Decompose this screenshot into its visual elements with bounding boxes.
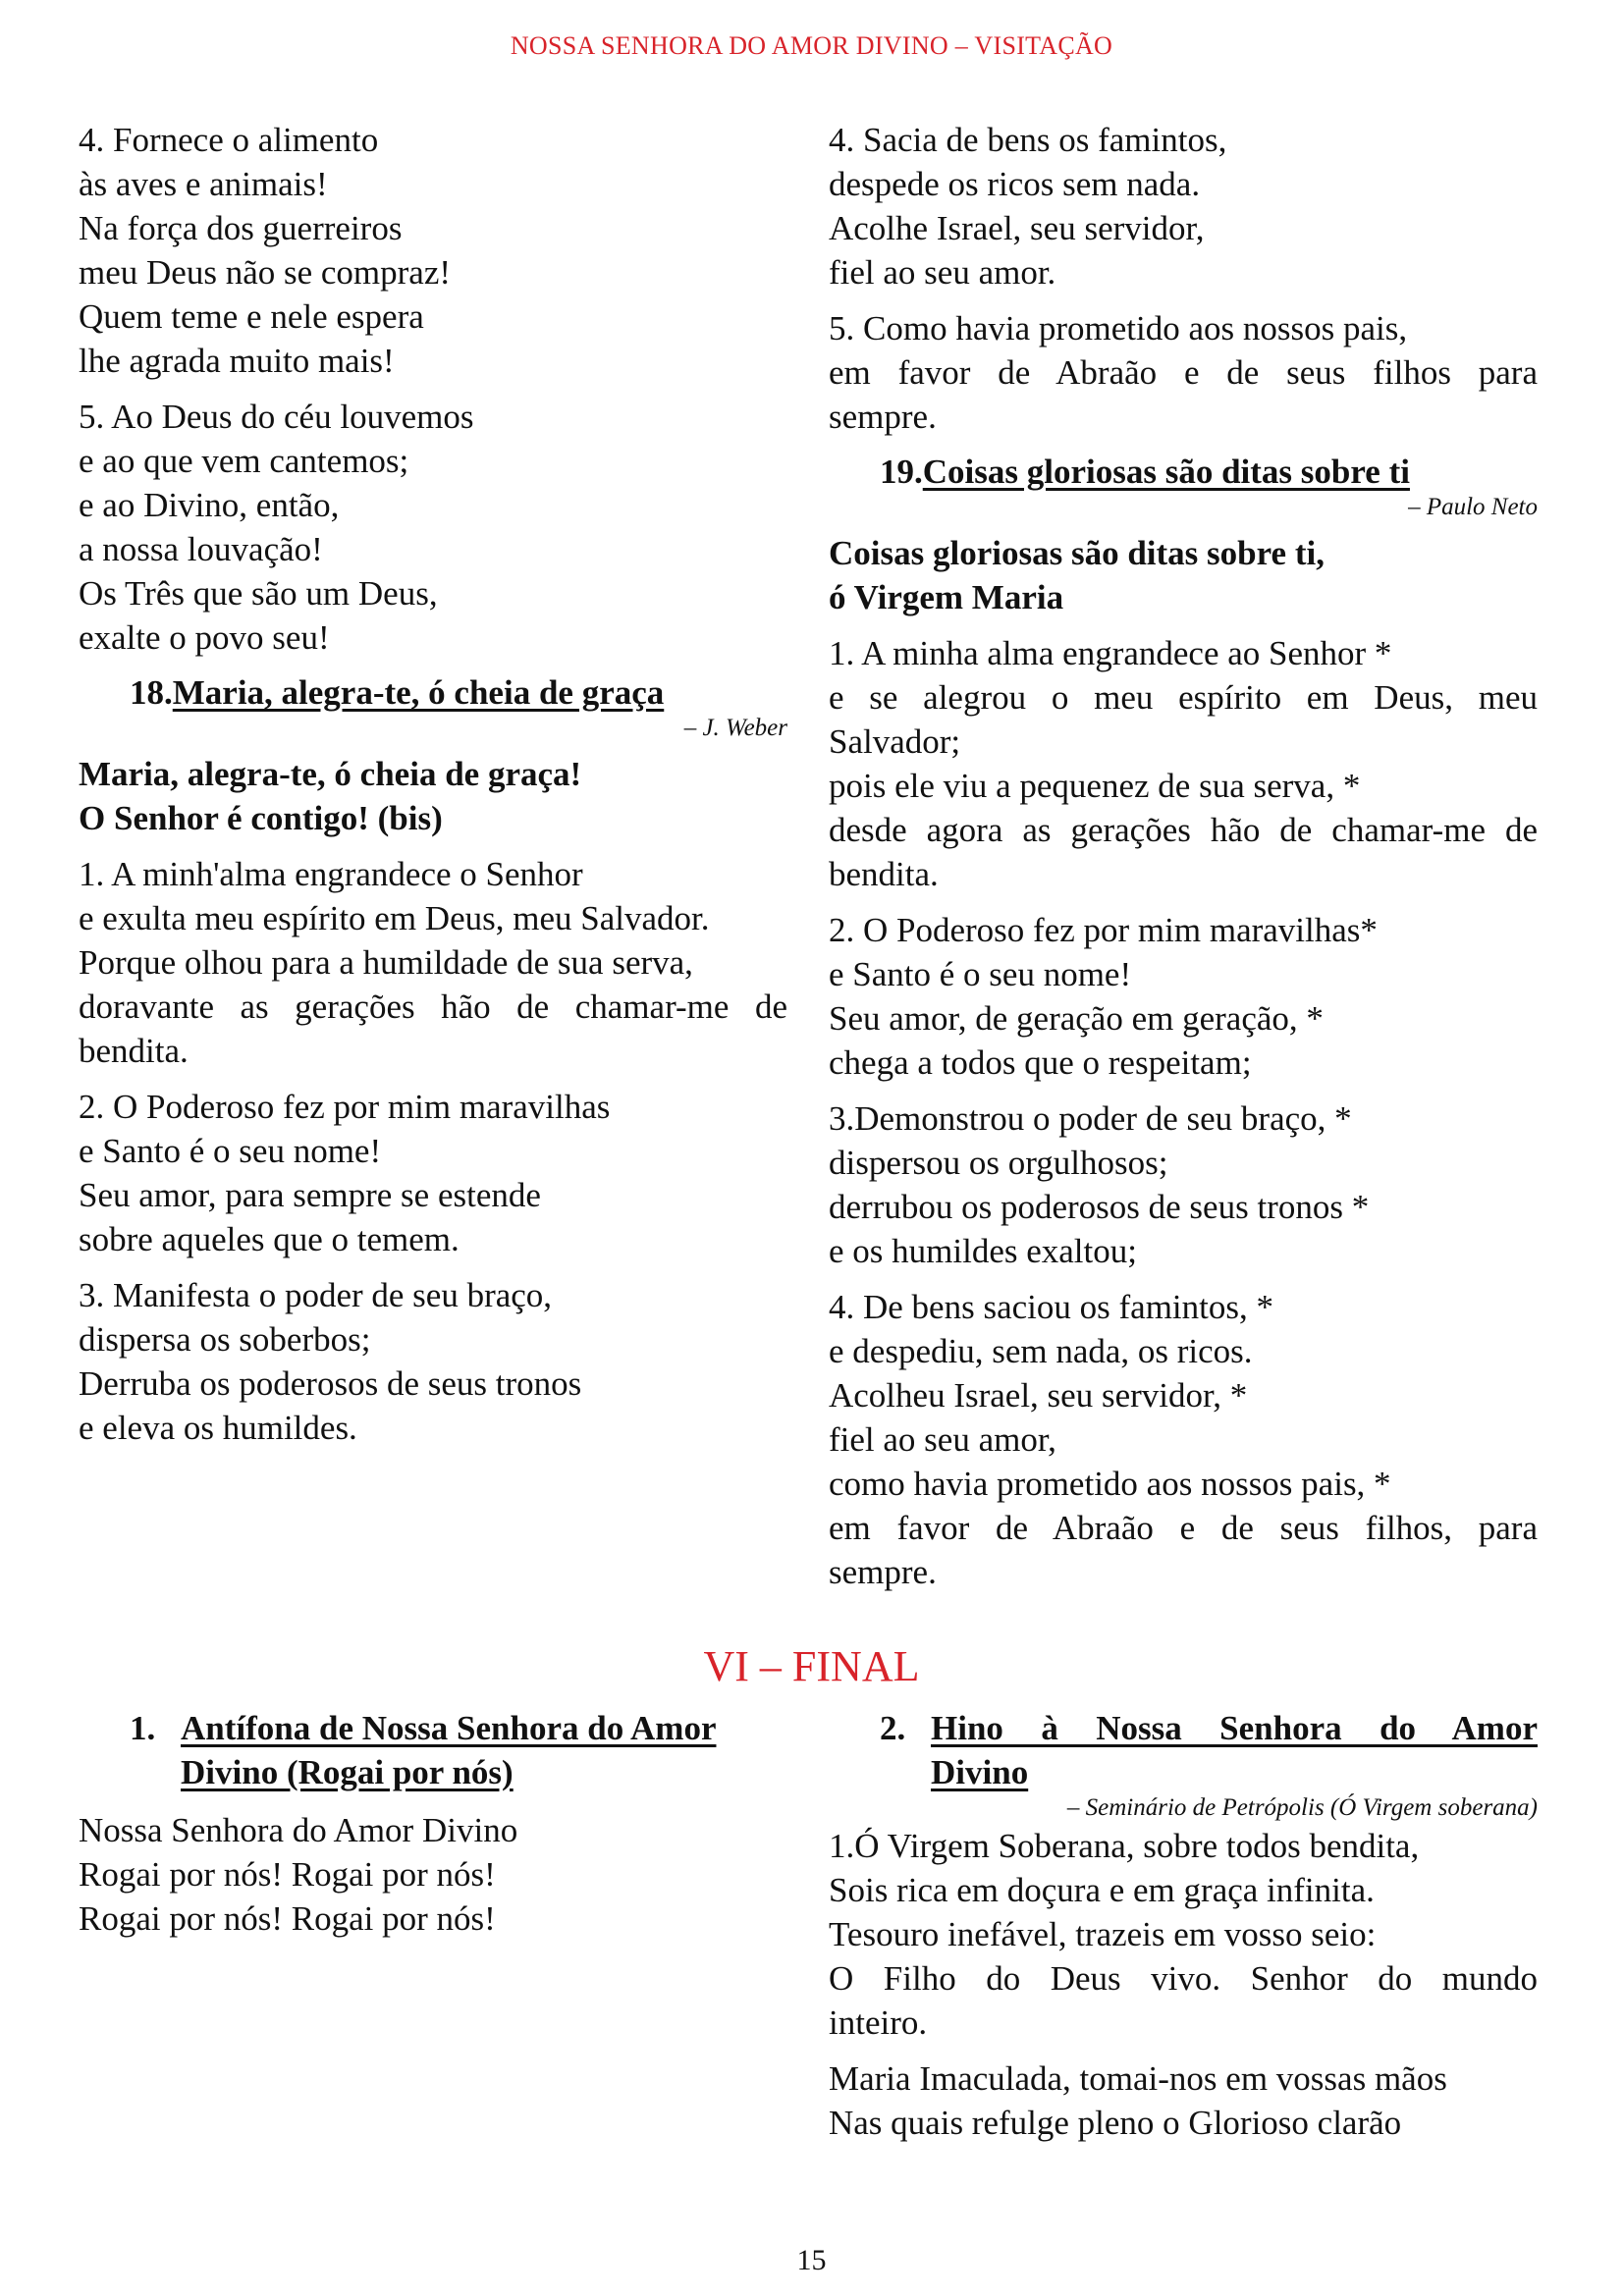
verse-line: meu Deus não se compraz! [79,253,452,292]
running-header: NOSSA SENHORA DO AMOR DIVINO – VISITAÇÃO [510,31,1113,60]
verse-line: despede os ricos sem nada. [829,165,1201,203]
verse-line: 2. O Poderoso fez por mim maravilhas* [829,911,1378,949]
refrain [79,752,787,840]
verse-line: Rogai por nós! Rogai por nós! [79,1855,496,1894]
verse-line: exalte o povo seu! [79,618,330,657]
verse-line: fiel ao seu amor. [829,253,1056,292]
verse-line: e ao que vem cantemos; [79,442,409,480]
verse-line: 1.Ó Virgem Soberana, sobre todos bendita, [829,1827,1420,1865]
stanza [79,1085,787,1261]
verse-line: Na força dos guerreiros [79,209,403,247]
verse-line: sempre. [829,398,937,436]
stanza [829,1285,1538,1594]
stanza [79,852,787,1073]
verse-line: chega a todos que o respeitam; [829,1043,1252,1082]
verse-line: Acolheu Israel, seu servidor, * [829,1376,1248,1415]
song-number: 19. [880,453,923,491]
verse-line: e Santo é o seu nome! [79,1132,382,1170]
refrain-line: O Senhor é contigo! (bis) [79,799,443,837]
verse-line: às aves e animais! [79,165,328,203]
verse-line: e ao Divino, então, [79,486,340,524]
refrain-line: ó Virgem Maria [829,578,1064,616]
verse-line: dispersa os soberbos; [79,1320,371,1359]
verse-line: Tesouro inefável, trazeis em vosso seio: [829,1915,1377,1953]
verse-line: e os humildes exaltou; [829,1232,1137,1270]
verse-line: Derruba os poderosos de seus tronos [79,1364,582,1403]
verse-line: e se alegrou o meu espírito em Deus, meu [829,678,1538,717]
verse-line: e eleva os humildes. [79,1409,357,1447]
song-title-text [931,1706,1538,1794]
verse-line: O Filho do Deus vivo. Senhor do mundo [829,1959,1538,1998]
verse-line: e Santo é o seu nome! [829,955,1132,993]
refrain-line: Coisas gloriosas são ditas sobre ti, [829,534,1325,572]
final-song-2 [829,1706,1538,2157]
song-author: – J. Weber [683,715,787,741]
song-title-text [181,1706,716,1794]
verse-line: 4. De bens saciou os famintos, * [829,1288,1273,1326]
section-heading: VI – FINAL [703,1642,920,1690]
verse-line: 1. A minh'alma engrandece o Senhor [79,855,583,893]
stanza [79,118,787,383]
verse-line: 2. O Poderoso fez por mim maravilhas [79,1088,611,1126]
stanza [829,118,1538,294]
final-song-title [79,1706,787,1794]
verse-line: Nas quais refulge pleno o Glorioso clarão [829,2104,1402,2142]
song-author: – Paulo Neto [1408,494,1538,520]
song-number: 2. [880,1709,906,1747]
verse-line: 3.Demonstrou o poder de seu braço, * [829,1099,1352,1138]
song-number: 18. [130,673,173,712]
verse-line: Quem teme e nele espera [79,297,424,336]
verse-line: Seu amor, de geração em geração, * [829,999,1324,1038]
verse-line: fiel ao seu amor, [829,1420,1056,1459]
final-song-1 [79,1706,787,1952]
verse-line: Seu amor, para sempre se estende [79,1176,541,1214]
verse-line: Nossa Senhora do Amor Divino [79,1811,518,1849]
verse-line: 4. Fornece o alimento [79,121,379,159]
song-title-19 [829,451,1538,494]
verse-line: Sois rica em doçura e em graça infinita. [829,1871,1375,1909]
verse-line: derrubou os poderosos de seus tronos * [829,1188,1370,1226]
verse-line: Os Três que são um Deus, [79,574,438,613]
stanza [829,631,1538,896]
right-column [829,118,1538,1606]
song-number: 1. [130,1709,156,1747]
stanza [829,1096,1538,1273]
verse-line: bendita. [79,1032,189,1070]
verse-line: inteiro. [829,2003,928,2042]
verse-line: 1. A minha alma engrandece ao Senhor * [829,634,1392,672]
verse-line: doravante as gerações hão de chamar-me de [79,988,787,1026]
refrain-line: Maria, alegra-te, ó cheia de graça! [79,755,582,793]
verse-line: pois ele viu a pequenez de sua serva, * [829,767,1361,805]
verse-line: em favor de Abraão e de seus filhos para [829,353,1538,392]
song-title-text: Maria, alegra-te, ó cheia de graça [172,673,665,712]
verse-line: Porque olhou para a humildade de sua serva, [79,943,693,982]
verse-line: a nossa louvação! [79,530,323,568]
verse-line: como havia prometido aos nossos pais, * [829,1465,1391,1503]
stanza [79,1808,787,1941]
verse-line: lhe agrada muito mais! [79,342,395,380]
verse-line: sobre aqueles que o temem. [79,1220,460,1258]
stanza [829,1824,1538,2045]
refrain [829,531,1538,619]
verse-line: Acolhe Israel, seu servidor, [829,209,1205,247]
verse-line: e exulta meu espírito em Deus, meu Salvador. [79,899,710,937]
stanza [829,908,1538,1085]
stanza [829,306,1538,439]
final-song-title [829,1706,1538,1794]
page-number: 15 [796,2244,827,2276]
verse-line: sempre. [829,1553,937,1591]
verse-line: Rogai por nós! Rogai por nós! [79,1899,496,1938]
title-line: Divino [931,1753,1029,1791]
song-author: – Seminário de Petrópolis (Ó Virgem soberana) [1066,1794,1538,1821]
title-line: Antífona de Nossa Senhora do Amor [181,1709,717,1747]
song-title-text: Coisas gloriosas são ditas sobre ti [922,453,1410,491]
verse-line: em favor de Abraão e de seus filhos, para [829,1509,1538,1547]
stanza [829,2056,1538,2145]
verse-line: Salvador; [829,722,961,761]
verse-line: 3. Manifesta o poder de seu braço, [79,1276,553,1314]
title-line: Divino (Rogai por nós) [181,1753,514,1791]
verse-line: e despediu, sem nada, os ricos. [829,1332,1253,1370]
verse-line: 5. Como havia prometido aos nossos pais, [829,309,1408,347]
verse-line: bendita. [829,855,939,893]
stanza [79,1273,787,1450]
verse-line: Maria Imaculada, tomai-nos em vossas mãos [829,2059,1447,2098]
title-line: Hino à Nossa Senhora do Amor [931,1709,1538,1747]
verse-line: desde agora as gerações hão de chamar-me de [829,811,1538,849]
song-title-18 [79,671,787,715]
left-column [79,118,787,1462]
verse-line: dispersou os orgulhosos; [829,1144,1168,1182]
verse-line: 4. Sacia de bens os famintos, [829,121,1227,159]
stanza [79,395,787,660]
verse-line: 5. Ao Deus do céu louvemos [79,398,474,436]
